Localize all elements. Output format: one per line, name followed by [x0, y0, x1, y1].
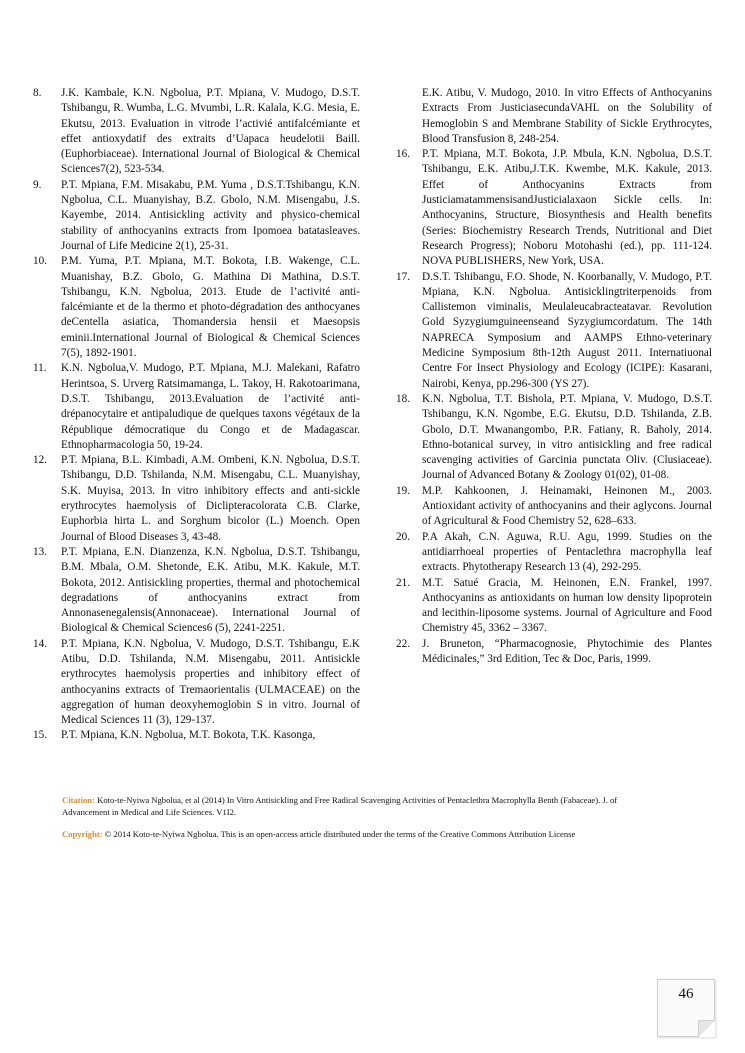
copyright-text: © 2014 Koto-te-Nyiwa Ngbolua. This is an open-access article distributed under the terms of the Creative Commons Attribution License: [104, 829, 576, 839]
reference-item: [396, 270, 712, 392]
reference-item: [33, 453, 360, 545]
reference-text: K.N. Ngbolua,V. Mudogo, P.T. Mpiana, M.J. Malekani, Rafatro Herintsoa, S. Urverg Ratsimamanga, L. Takoy, H. Rakotoarimana, D.S.T. Tshibangu, 2013.Evaluation de l’activité anti-drépanocytaire et antipaludique de quelques taxons végétaux de la République démocratique du Congo et de Madagascar. Ethnopharmacologia 50, 19-24.: [61, 362, 360, 451]
reference-text: J.K. Kambale, K.N. Ngbolua, P.T. Mpiana, V. Mudogo, D.S.T. Tshibangu, R. Wumba, L.G. Mvumbi, L.R. Kalala, K.G. Mesia, E. Ekutsu, 2013. Evaluation in vitrode l’activié antifalcémiante et effet antioxydatif des extraits d’Uapaca heudelotii Baill. (Euphorbiaceae). International Journal of Biological & Chemical Sciences7(2), 523-534.: [61, 87, 360, 176]
reference-item: [396, 147, 712, 269]
reference-text: M.T. Satué Gracia, M. Heinonen, E.N. Frankel, 1997. Anthocyanins as antioxidants on human low density lipoprotein and lecithin-liposome systems. Journal of Agriculture and Food Chemistry 45, 3362 – 3367.: [422, 576, 712, 635]
reference-number: 21.: [396, 576, 410, 589]
reference-text: E.K. Atibu, V. Mudogo, 2010. In vitro Effects of Anthocyanins Extracts From JusticiasecundaVAHL on the Solubility of Hemoglobin S and Membrane Stability of Sickle Erythrocytes, Blood Transfusion 8, 248-254.: [422, 87, 712, 145]
reference-number: 22.: [396, 637, 410, 650]
reference-item: [33, 728, 360, 743]
copyright-label: Copyright:: [62, 829, 103, 839]
page-number: 46: [678, 986, 694, 1002]
reference-number: 8.: [33, 87, 42, 99]
reference-number: 11.: [33, 362, 47, 375]
reference-item: [33, 637, 360, 729]
reference-item: [33, 86, 360, 178]
reference-text: M.P. Kahkoonen, J. Heinamaki, Heinonen M., 2003. Antioxidant activity of anthocyanins and their aglycons. Journal of Agricultural & Food Chemistry 52, 628–633.: [422, 484, 712, 528]
reference-text: P.T. Mpiana, K.N. Ngbolua, M.T. Bokota, T.K. Kasonga,: [61, 729, 316, 742]
reference-number: 16.: [396, 148, 410, 161]
page-fold-icon: [698, 1020, 715, 1037]
reference-text: P.M. Yuma, P.T. Mpiana, M.T. Bokota, I.B. Wakenge, C.L. Muanishay, B.Z. Gbolo, G. Mathina Di Mathina, D.S.T. Tshibangu, K.N. Ngbolua, 2013. Etude de l’activité anti-falcémiante et de la thermo et photo-dégradation des anthocyanes deCentella asiatica, Thomandersia hensii et Maesopsis eminii.International Journal of Biological & Chemical Sciences 7(5), 1892-1901.: [61, 255, 360, 360]
reference-item: [396, 530, 712, 576]
reference-text: P.T. Mpiana, F.M. Misakabu, P.M. Yuma , D.S.T.Tshibangu, K.N. Ngbolua, C.L. Muanyishay, B.Z. Gbolo, N.M. Misengabu, J.S. Kayembe, 2014. Antisickling activity and physico-chemical stability of anthocyanins extracts from Ipomoea batatasleaves. Journal of Life Medicine 2(1), 25-31.: [61, 178, 360, 252]
citation: [62, 794, 662, 818]
reference-number: 18.: [396, 392, 410, 405]
reference-item: [396, 392, 712, 484]
reference-text: P.T. Mpiana, K.N. Ngbolua, V. Mudogo, D.S.T. Tshibangu, E.K Atibu, D.D. Tshilanda, N.M. Misengabu, 2011. Antisickle erythrocytes haemolysis properties and inhibitory effect of anthocyanins extracts of Tremaorientalis (ULMACEAE) on the aggregation of human deoxyhemoglobin S in vitro. Journal of Medical Sciences 11 (3), 129-137.: [61, 637, 360, 727]
page-number-box: [657, 979, 715, 1037]
reference-item: [396, 576, 712, 637]
reference-number: 12.: [33, 454, 47, 467]
article-footer: [62, 794, 662, 850]
reference-number: 19.: [396, 484, 410, 497]
copyright: [62, 828, 662, 840]
reference-text: K.N. Ngbolua, T.T. Bishola, P.T. Mpiana, V. Mudogo, D.S.T. Tshibangu, K.N. Ngombe, E.G. Ekutsu, D.D. Tshilanda, Z.B. Gbolo, D.T. Mwanangombo, P.R. Fatiany, R. Baholy, 2014. Ethno-botanical survey, in vitro antisickling and free radical scavenging activities of Garcinia punctata Oliv. (Clusiaceae). Journal of Advanced Botany & Zoology 01(02), 01-08.: [422, 392, 712, 482]
reference-number: 10.: [33, 255, 47, 268]
reference-item: [33, 361, 360, 453]
reference-number: 9.: [33, 178, 42, 191]
citation-label: Citation:: [62, 795, 95, 805]
reference-item: [396, 637, 712, 668]
reference-text: P.T. Mpiana, E.N. Dianzenza, K.N. Ngbolua, D.S.T. Tshibangu, B.M. Mbala, O.M. Shetonde, E.K. Atibu, M.K. Kakule, M.T. Bokota, 2012. Antisickling properties, thermal and photochemical degradations of anthocyanins extract from Annonasenegalensis(Annonaceae). International Journal of Biological & Chemical Sciences6 (5), 2241-2251.: [61, 545, 360, 635]
reference-number: 15.: [33, 729, 47, 742]
reference-number: 14.: [33, 637, 47, 650]
reference-item: [396, 86, 712, 147]
reference-item: [33, 178, 360, 254]
reference-item: [33, 545, 360, 637]
references-right-column: [396, 86, 712, 667]
reference-text: P.T. Mpiana, B.L. Kimbadi, A.M. Ombeni, K.N. Ngbolua, D.S.T. Tshibangu, D.D. Tshilanda, N.M. Misengabu, C.L. Muanyishay, S.K. Muyisa, 2013. In vitro inhibitory effects and anti-sickle erythrocytes haemolysis of Diclipteracolorata C.B. Clarke, Euphorbia hirta L. and Sorghum bicolor (L.) Moench. Open Journal of Blood Diseases 3, 43-48.: [61, 454, 360, 543]
reference-number: 13.: [33, 545, 47, 558]
reference-number: 17.: [396, 270, 410, 283]
reference-item: [33, 254, 360, 361]
citation-text: Koto-te-Nyiwa Ngbolua, et al (2014) In Vitro Antisickling and Free Radical Scavenging Activities of Pentaclethra Macrophylla Benth (Fabaceae). J. of Advancement in Medical and Life Sciences. V1I2.: [62, 795, 618, 817]
reference-text: P.T. Mpiana, M.T. Bokota, J.P. Mbula, K.N. Ngbolua, D.S.T. Tshibangu, E.K. Atibu,J.T.K. Kwembe, M.K. Kakule, 2013. Effet of Anthocyanins Extracts from JusticiamatammensisandJusticialaxaon Sickle cells. In: Anthocyanins, Structure, Biosynthesis and Health benefits (Series: Biochemistry Research Trends, Nutritional and Diet Research Progress); Noboru Motohashi (ed.), pp. 111-124. NOVA PUBLISHERS, New York, USA.: [422, 148, 712, 268]
reference-item: [396, 484, 712, 530]
reference-text: J. Bruneton, “Pharmacognosie, Phytochimie des Plantes Médicinales,” 3rd Edition, Tec & Doc, Paris, 1999.: [422, 637, 712, 665]
reference-text: D.S.T. Tshibangu, F.O. Shode, N. Koorbanally, V. Mudogo, P.T. Mpiana, K.N. Ngbolua. Antisicklingtriterpenoids from Callistemon viminalis, Meulaleucabracteatavar. Revolution Gold Syzygiumguineenseand Syzygiumcordatum. The 14th NAPRECA Symposium and AAMPS Ethno-veterinary Medicine Symposium 8th-12th August 2011. Internatiuonal Centre For Insect Physiology and Ecology (ICIPE): Kasarani, Nairobi, Kenya, pp.296-300 (YS 27).: [422, 270, 712, 390]
reference-text: P.A Akah, C.N. Aguwa, R.U. Agu, 1999. Studies on the antidiarrhoeal properties of Pentaclethra macrophylla leaf extracts. Phytotherapy Research 13 (4), 292-295.: [422, 530, 712, 574]
reference-number: 20.: [396, 530, 410, 543]
references-left-column: [33, 86, 360, 744]
